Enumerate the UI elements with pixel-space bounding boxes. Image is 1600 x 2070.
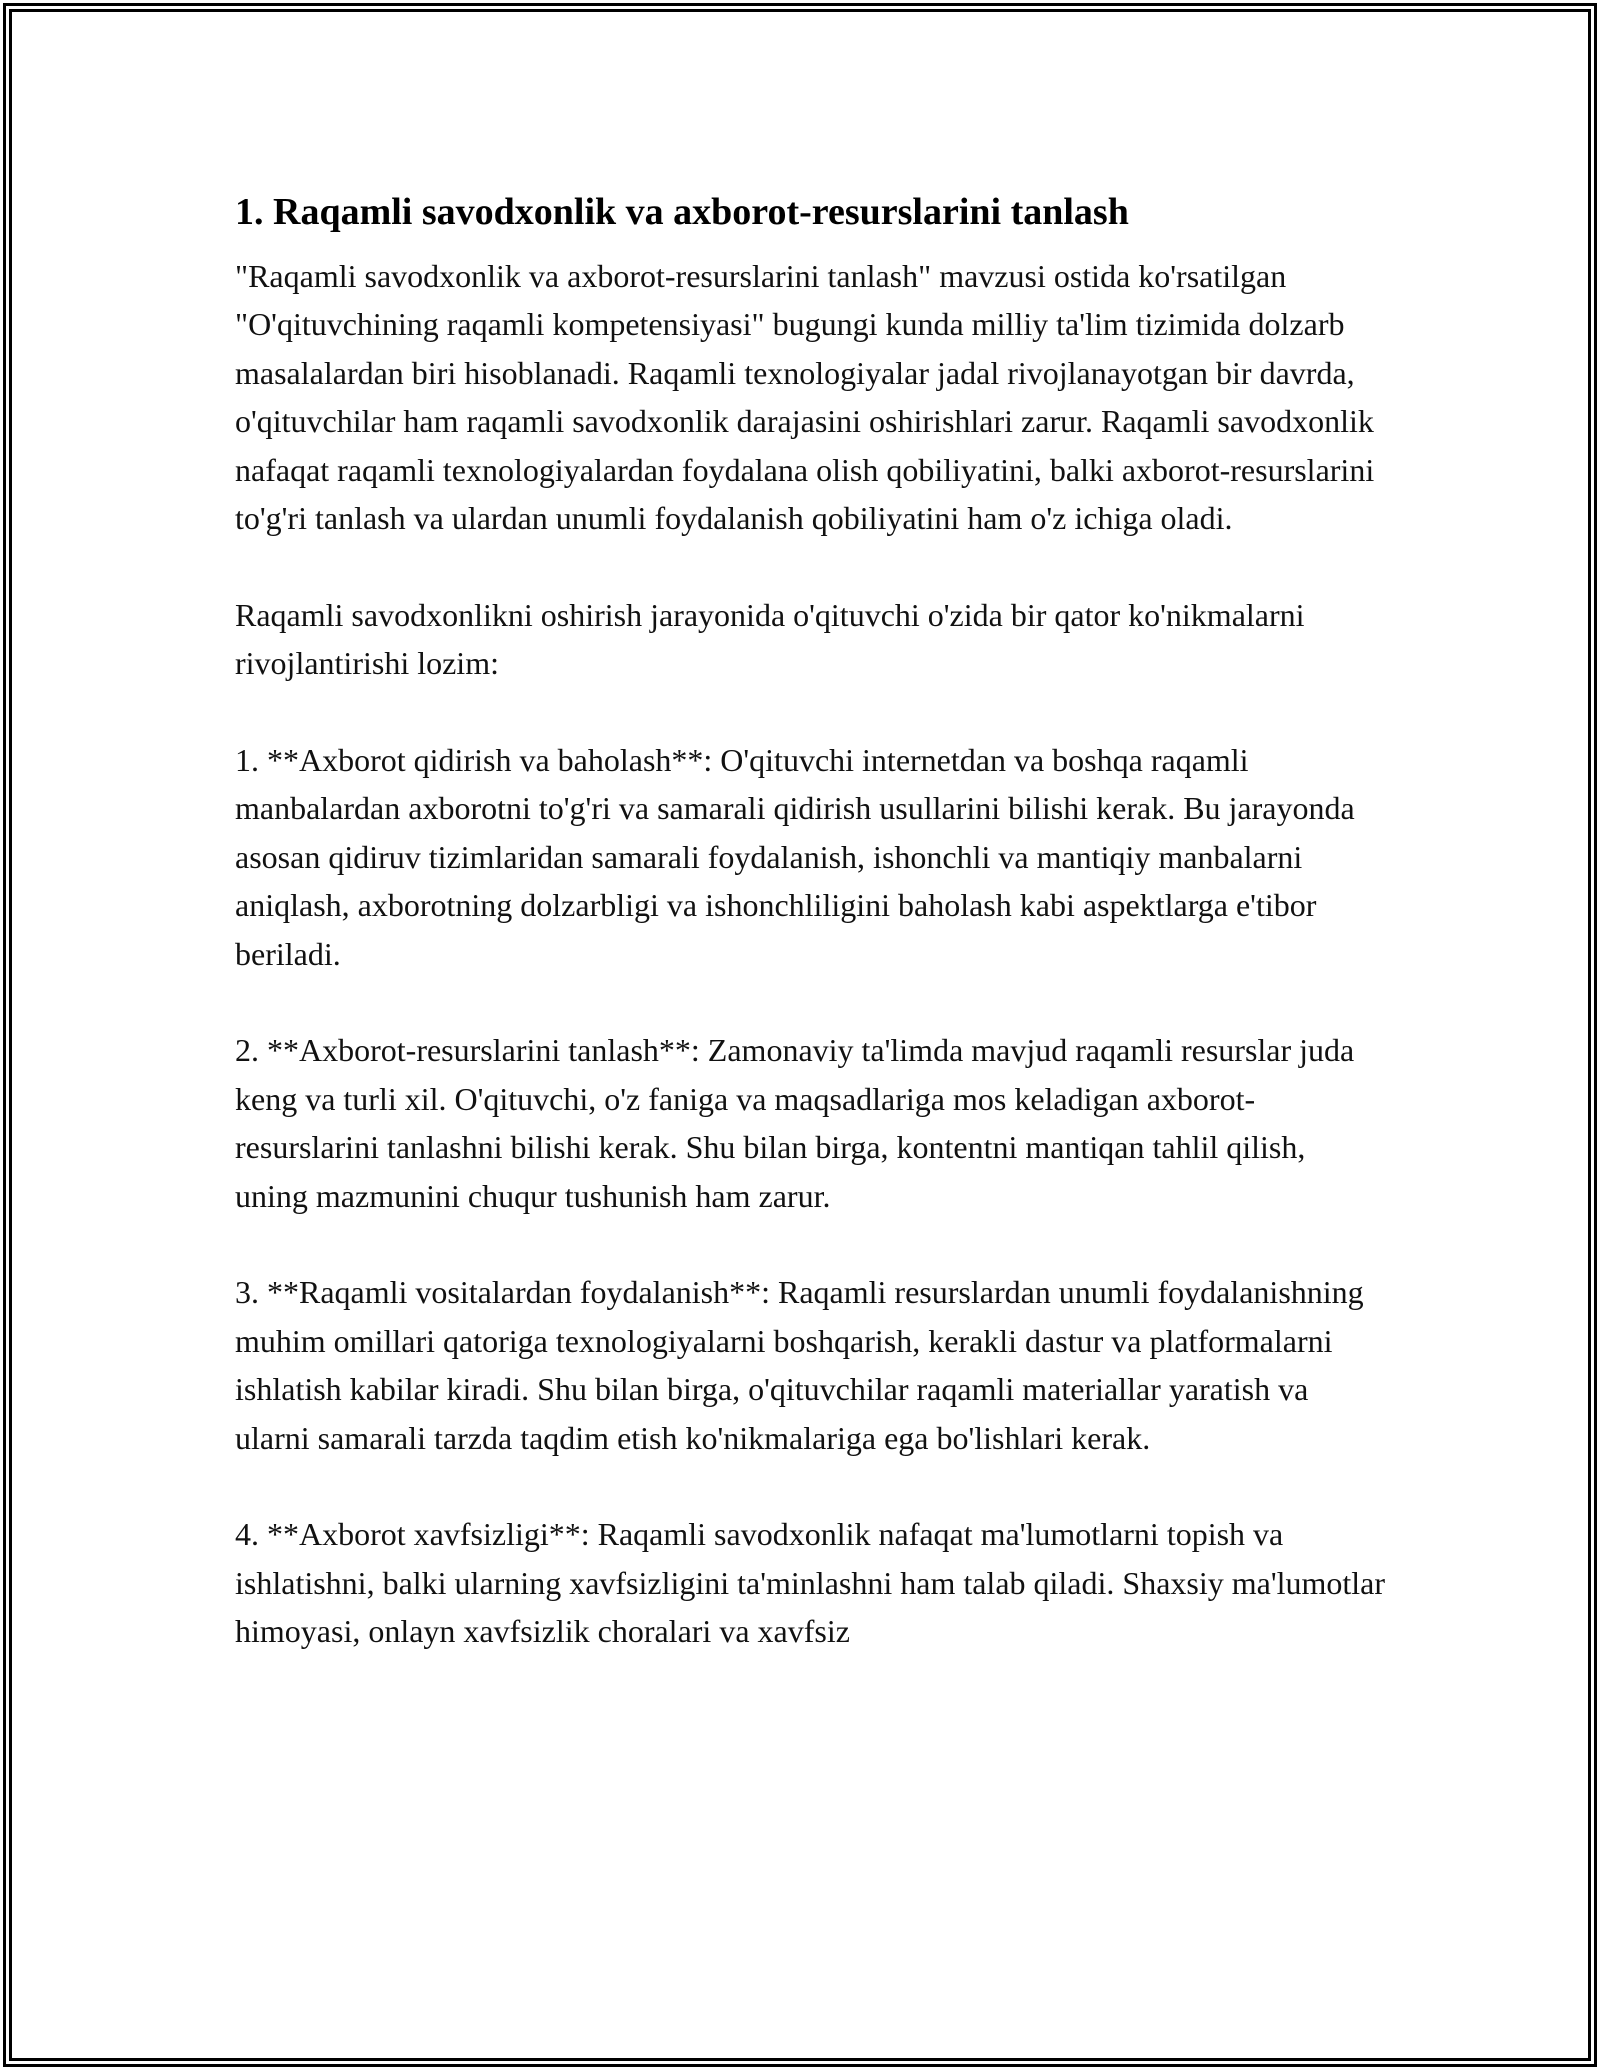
skill-item-search: 1. **Axborot qidirish va baholash**: O'qituvchi internetdan va boshqa raqamli manbalardan axborotni to'g'ri va samarali qidirish usullarini bilishi kerak. Bu jarayonda asosan qidiruv tizimlaridan samarali foydalanish, ishonchli va mantiqiy manbalarni aniqlash, axborotning dolzarbligi va ishonchliligini baholash kabi aspektlarga e'tibor beriladi. [235,742,1355,972]
section-heading: 1. Raqamli savodxonlik va axborot-resurslarini tanlash [235,191,1129,233]
skill-item-security: 4. **Axborot xavfsizligi**: Raqamli savodxonlik nafaqat ma'lumotlarni topish va ishlatishni, balki ularning xavfsizligini ta'minlashni ham talab qiladi. Shaxsiy ma'lumotlar himoyasi, onlayn xavfsizlik choralari va xavfsiz [235,1516,1386,1650]
intro-paragraph: "Raqamli savodxonlik va axborot-resurslarini tanlash" mavzusi ostida ko'rsatilgan "O'qituvchining raqamli kompetensiyasi" bugungi kunda milliy ta'lim tizimida dolzarb masalalardan biri hisoblanadi. Raqamli texnologiyalar jadal rivojlanayotgan bir davrda, o'qituvchilar ham raqamli savodxonlik darajasini oshirishlari zarur. Raqamli savodxonlik nafaqat raqamli texnologiyalardan foydalana olish qobiliyatini, balki axborot-resurslarini to'g'ri tanlash va ulardan unumli foydalanish qobiliyatini ham o'z ichiga oladi. [235,258,1375,537]
skill-item-tools: 3. **Raqamli vositalardan foydalanish**: Raqamli resurslardan unumli foydalanishning muhim omillari qatoriga texnologiyalarni boshqarish, kerakli dastur va platformalarni ishlatish kabilar kiradi. Shu bilan birga, o'qituvchilar raqamli materiallar yaratish va ularni samarali tarzda taqdim etish ko'nikmalariga ega bo'lishlari kerak. [235,1274,1364,1456]
skill-item-resources: 2. **Axborot-resurslarini tanlash**: Zamonaviy ta'limda mavjud raqamli resurslar juda keng va turli xil. O'qituvchi, o'z faniga va maqsadlariga mos keladigan axborot-resurslarini tanlashni bilishi kerak. Shu bilan birga, kontentni mantiqan tahlil qilish, uning mazmunini chuqur tushunish ham zarur. [235,1032,1355,1214]
document-body [235,186,1385,1656]
skills-lead-paragraph: Raqamli savodxonlikni oshirish jarayonida o'qituvchi o'zida bir qator ko'nikmalarni rivojlantirishi lozim: [235,596,1305,682]
